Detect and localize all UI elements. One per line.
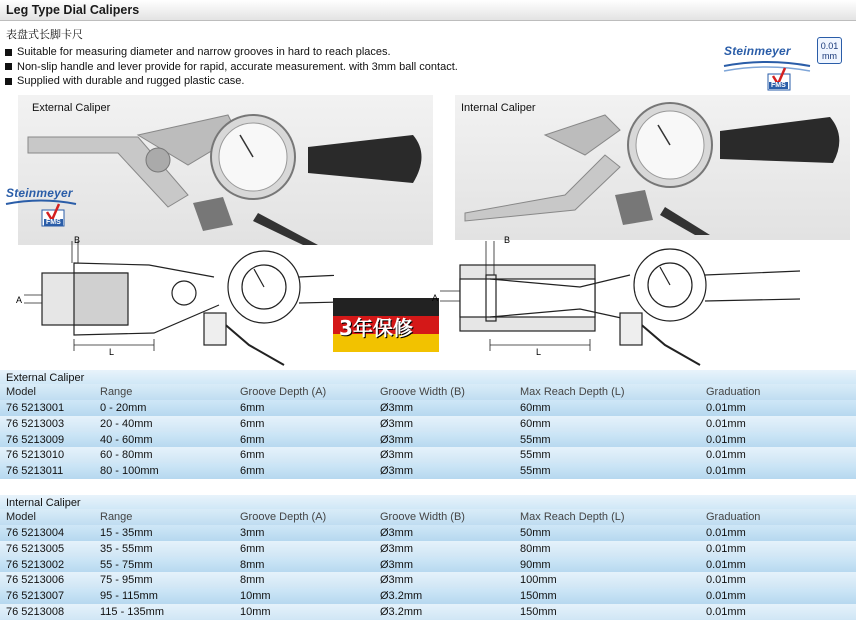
- table-cell: Ø3mm: [380, 449, 413, 462]
- table-cell: 55mm: [520, 465, 551, 478]
- table-row: [0, 447, 856, 463]
- resolution-badge: [817, 37, 842, 64]
- table-row: [0, 463, 856, 479]
- table-cell: 76 5213010: [6, 449, 65, 462]
- table-cell: 76 5213001: [6, 402, 65, 414]
- external-caliper-diagram: [14, 235, 334, 368]
- external-caliper-label: External Caliper: [32, 102, 111, 114]
- table-row: [0, 432, 856, 448]
- table-row: [0, 588, 856, 604]
- table-cell: 50mm: [520, 527, 551, 539]
- table-cell: 80mm: [520, 542, 551, 555]
- table-cell: 76 5213003: [6, 417, 65, 430]
- table-header-row: Model Range Groove Depth (A) Groove Width (B) Max Reach Depth (L) Graduation: [0, 509, 856, 525]
- table-cell: 76 5213006: [6, 574, 65, 587]
- table-cell: 6mm: [240, 449, 265, 462]
- table-cell: 6mm: [240, 402, 265, 414]
- brand-name: Steinmeyer: [6, 186, 73, 200]
- table-cell: 76 5213007: [6, 590, 65, 603]
- table-row: [0, 541, 856, 557]
- table-cell: 0.01mm: [706, 606, 746, 618]
- table-section-title: External Caliper: [0, 370, 856, 386]
- table-cell: Ø3.2mm: [380, 606, 423, 618]
- table-cell: 0.01mm: [706, 417, 746, 430]
- table-cell: 6mm: [240, 542, 265, 555]
- table-cell: 100mm: [520, 574, 557, 587]
- feature-item: Suitable for measuring diameter and narrow grooves in hard to reach places.: [5, 45, 458, 60]
- table-cell: 55 - 75mm: [100, 558, 153, 571]
- dim-l-label: L: [536, 347, 542, 357]
- table-cell: 0.01mm: [706, 433, 746, 446]
- table-cell: 76 5213011: [6, 465, 64, 478]
- table-cell: 0 - 20mm: [100, 402, 147, 414]
- table-cell: Ø3mm: [380, 433, 413, 446]
- table-row: [0, 416, 856, 432]
- table-cell: Ø3mm: [380, 558, 413, 571]
- table-cell: 6mm: [240, 433, 265, 446]
- steinmeyer-logo: [722, 40, 812, 96]
- table-row: [0, 557, 856, 573]
- table-section-title: Internal Caliper: [0, 495, 856, 511]
- table-cell: Ø3.2mm: [380, 590, 423, 603]
- table-cell: 35 - 55mm: [100, 542, 153, 555]
- resolution-value: 0.01: [820, 41, 839, 51]
- internal-caliper-diagram: [430, 235, 830, 368]
- dim-l-label: L: [109, 347, 115, 357]
- feature-item: Supplied with durable and rugged plastic case.: [5, 74, 458, 89]
- table-cell: 60mm: [520, 402, 551, 414]
- table-cell: Ø3mm: [380, 417, 413, 430]
- internal-caliper-label: Internal Caliper: [461, 102, 536, 114]
- brand-mark: FMS: [46, 219, 61, 226]
- table-cell: 8mm: [240, 558, 265, 571]
- table-cell: Ø3mm: [380, 527, 413, 539]
- table-cell: 76 5213008: [6, 606, 65, 618]
- feature-list: [5, 45, 458, 89]
- table-cell: 0.01mm: [706, 465, 746, 478]
- table-cell: 95 - 115mm: [100, 590, 158, 603]
- table-cell: 0.01mm: [706, 558, 746, 571]
- table-cell: Ø3mm: [380, 465, 413, 478]
- table-cell: 76 5213009: [6, 433, 65, 446]
- table-cell: Ø3mm: [380, 542, 413, 555]
- steinmeyer-logo-small: [4, 180, 78, 238]
- brand-mark: FMS: [771, 82, 786, 89]
- bullet-icon: [5, 63, 12, 70]
- table-cell: 8mm: [240, 574, 265, 587]
- title-bar: [0, 0, 856, 21]
- table-row: [0, 572, 856, 588]
- table-cell: 60 - 80mm: [100, 449, 153, 462]
- page-subtitle: 表盘式长脚卡尺: [6, 28, 83, 41]
- table-cell: 76 5213005: [6, 542, 65, 555]
- brand-name: Steinmeyer: [724, 44, 791, 58]
- table-row: [0, 525, 856, 541]
- table-row: [0, 604, 856, 620]
- table-row: [0, 400, 856, 416]
- table-cell: 0.01mm: [706, 449, 746, 462]
- dim-b-label: B: [74, 235, 81, 245]
- warranty-badge: [333, 290, 439, 360]
- table-cell: 20 - 40mm: [100, 417, 153, 430]
- table-cell: 150mm: [520, 606, 557, 618]
- table-cell: 55mm: [520, 449, 551, 462]
- dim-b-label: B: [504, 235, 511, 245]
- page-title: Leg Type Dial Calipers: [6, 3, 140, 17]
- feature-item: Non-slip handle and lever provide for rapid, accurate measurement. with 3mm ball contact.: [5, 60, 458, 75]
- table-cell: 76 5213004: [6, 527, 65, 539]
- table-cell: 0.01mm: [706, 590, 746, 603]
- table-cell: 3mm: [240, 527, 265, 539]
- table-cell: Ø3mm: [380, 402, 413, 414]
- resolution-unit: mm: [822, 51, 837, 61]
- table-cell: 40 - 60mm: [100, 433, 153, 446]
- dim-a-label: A: [16, 295, 23, 305]
- table-cell: 15 - 35mm: [100, 527, 153, 539]
- table-cell: 90mm: [520, 558, 551, 571]
- table-cell: 10mm: [240, 590, 271, 603]
- table-cell: 60mm: [520, 417, 551, 430]
- table-cell: 0.01mm: [706, 402, 746, 414]
- table-header-row: Model Range Groove Depth (A) Groove Width (B) Max Reach Depth (L) Graduation: [0, 384, 856, 400]
- table-cell: 75 - 95mm: [100, 574, 153, 587]
- table-cell: 150mm: [520, 590, 557, 603]
- internal-caliper-photo: [455, 95, 850, 240]
- table-cell: 0.01mm: [706, 574, 746, 587]
- table-cell: Ø3mm: [380, 574, 413, 587]
- product-images: [0, 93, 856, 368]
- table-cell: 55mm: [520, 433, 551, 446]
- warranty-text: 3年保修: [339, 316, 413, 340]
- table-cell: 6mm: [240, 417, 265, 430]
- table-cell: 115 - 135mm: [100, 606, 164, 618]
- external-caliper-photo: [18, 95, 433, 245]
- table-cell: 10mm: [240, 606, 271, 618]
- table-cell: 76 5213002: [6, 558, 65, 571]
- bullet-icon: [5, 49, 12, 56]
- table-cell: 0.01mm: [706, 542, 746, 555]
- table-cell: 0.01mm: [706, 527, 746, 539]
- table-cell: 80 - 100mm: [100, 465, 159, 478]
- table-cell: 6mm: [240, 465, 265, 478]
- bullet-icon: [5, 78, 12, 85]
- dim-a-label: A: [432, 293, 439, 303]
